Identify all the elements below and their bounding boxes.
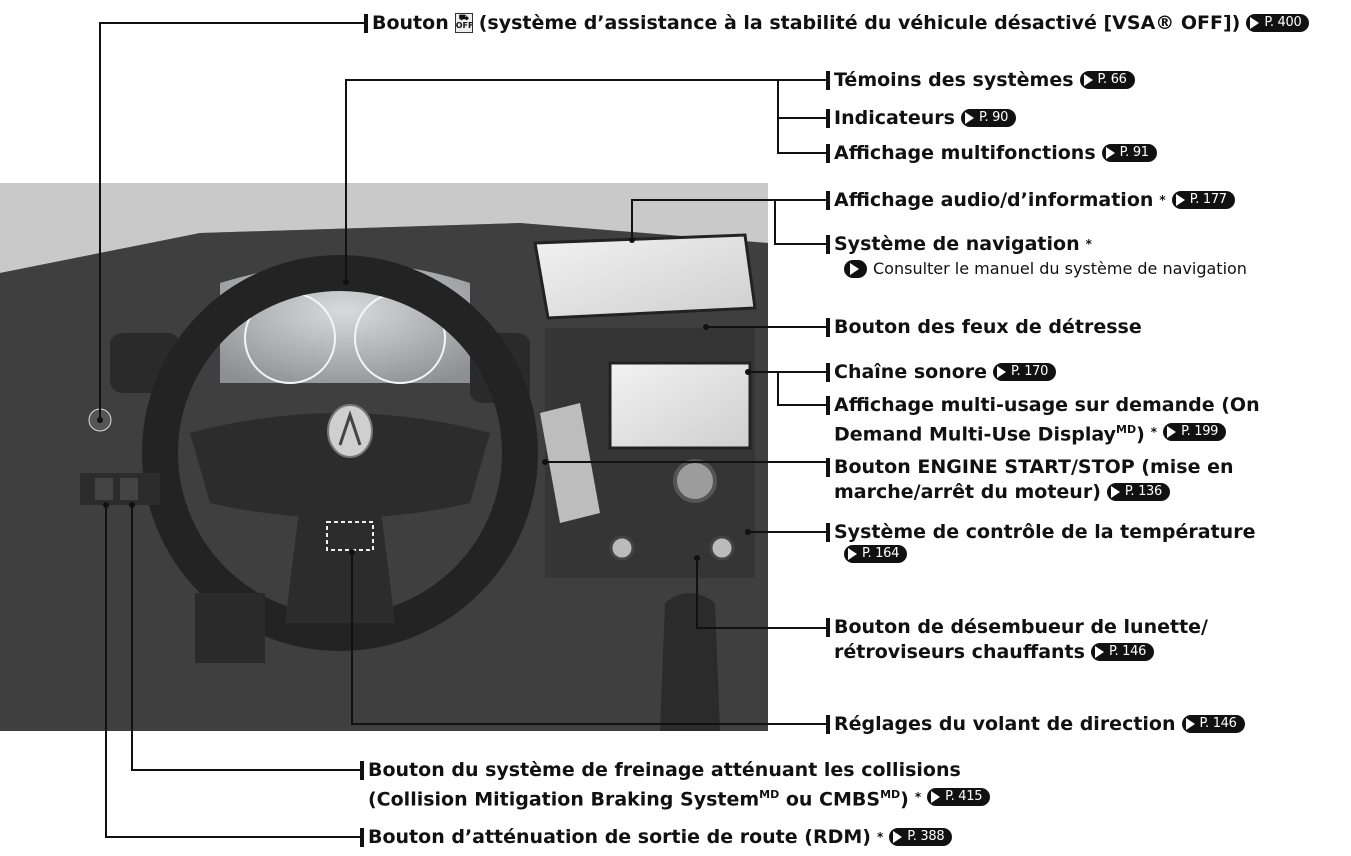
cmbs-line1-text: Bouton du système de freinage atténuant les collisions	[368, 759, 961, 781]
arrow-right-icon	[1250, 17, 1259, 29]
arrow-right-icon	[997, 366, 1006, 378]
vsa-desc: (système d’assistance à la stabilité du véhicule désactivé [VSA® OFF])	[478, 12, 1241, 34]
cmbs-mid: ou CMBS	[779, 788, 881, 811]
page-ref-text: P. 388	[907, 829, 945, 844]
callout-audio-system	[834, 360, 1056, 384]
page-ref-text: P. 91	[1119, 145, 1149, 160]
optional-marker: *	[1085, 237, 1092, 251]
arrow-right-icon	[850, 263, 859, 275]
callout-bar	[826, 144, 830, 163]
page-ref-text: P. 66	[1097, 72, 1127, 87]
leader-defroster	[697, 558, 830, 628]
engine-line2-text: marche/arrêt du moteur)	[834, 481, 1101, 503]
page-ref-system-indicators[interactable]	[1080, 71, 1135, 89]
page-ref-odmd[interactable]	[1163, 423, 1226, 441]
page-ref-gauges[interactable]	[961, 109, 1016, 127]
arrow-right-icon	[1111, 486, 1120, 498]
arrow-right-icon	[893, 831, 902, 843]
page-ref-text: P. 199	[1181, 424, 1219, 440]
audio-info-label: Affichage audio/d’information	[834, 189, 1154, 211]
callout-odmd	[834, 393, 1260, 446]
page-ref-steering[interactable]	[1182, 715, 1245, 733]
defroster-line2-text: rétroviseurs chauffants	[834, 641, 1085, 663]
callout-steering	[834, 712, 1245, 736]
defroster-line2	[834, 640, 1154, 664]
optional-marker: *	[1159, 193, 1166, 207]
page-ref-text: P. 90	[978, 110, 1009, 125]
leader-cluster	[346, 80, 830, 282]
defroster-line1	[834, 615, 1208, 639]
optional-marker: *	[1150, 425, 1158, 440]
cmbs-sup2: MD	[880, 788, 901, 801]
leader-vsa	[100, 23, 368, 420]
engine-line1-text: Bouton ENGINE START/STOP (mise en	[834, 456, 1234, 478]
optional-marker: *	[876, 830, 884, 844]
callout-audio-info	[834, 188, 1235, 212]
callout-bar	[826, 363, 830, 382]
rdm-label: Bouton d’atténuation de sortie de route (RDM)	[368, 826, 871, 848]
callout-bar	[826, 71, 830, 90]
odmd-name: Demand Multi-Use Display	[834, 423, 1117, 446]
page-ref-cmbs[interactable]	[927, 788, 990, 806]
page-ref-engine[interactable]	[1107, 483, 1170, 501]
hazard-label: Bouton des feux de détresse	[834, 316, 1142, 338]
callout-bar	[826, 523, 830, 542]
audio-system-label: Chaîne sonore	[834, 361, 988, 383]
vsa-label: Bouton	[372, 12, 449, 34]
callout-cmbs	[368, 758, 990, 811]
gauges-label: Indicateurs	[834, 107, 955, 129]
navigation-label: Système de navigation	[834, 233, 1080, 255]
page-ref-rdm[interactable]	[889, 828, 952, 846]
cmbs-line2	[368, 783, 990, 811]
arrow-right-icon	[1176, 194, 1185, 206]
climate-line1	[834, 520, 1255, 544]
callout-bar	[360, 761, 364, 780]
callout-bar	[826, 191, 830, 210]
arrow-right-icon	[1106, 147, 1115, 159]
callout-bar	[360, 828, 364, 847]
climate-line2	[844, 545, 907, 563]
callout-gauges	[834, 106, 1016, 130]
page-ref-text: P. 146	[1108, 644, 1147, 659]
engine-line1	[834, 455, 1233, 479]
climate-line1-text: Système de contrôle de la température	[834, 521, 1256, 543]
page-ref-text: P. 136	[1124, 484, 1162, 499]
callout-bar	[826, 235, 830, 254]
page-ref-navigation[interactable]	[844, 260, 867, 278]
cmbs-line1	[368, 758, 961, 782]
callout-rdm	[368, 825, 952, 849]
callout-multi-info	[834, 141, 1157, 165]
leader-audio-odmd	[748, 372, 830, 405]
callout-bar	[826, 396, 830, 415]
system-indicators-label: Témoins des systèmes	[834, 69, 1074, 91]
callout-system-indicators	[834, 68, 1135, 92]
page-ref-climate[interactable]	[844, 545, 907, 563]
odmd-line2	[834, 418, 1226, 446]
callout-bar	[826, 618, 830, 637]
page-ref-text: P. 146	[1199, 716, 1237, 731]
navigation-row	[834, 232, 1092, 256]
callout-bar	[826, 458, 830, 477]
callout-bar	[826, 715, 830, 734]
vsa-off-icon: ⛟ OFF	[455, 13, 473, 33]
page-ref-multi-info[interactable]	[1102, 144, 1157, 162]
callout-bar	[826, 318, 830, 337]
steering-label: Réglages du volant de direction	[834, 713, 1176, 735]
navigation-sub-text: Consulter le manuel du système de navigation	[873, 259, 1247, 278]
page-ref-text: P. 415	[945, 789, 983, 805]
odmd-sup: MD	[1116, 423, 1137, 436]
callout-engine	[834, 455, 1233, 504]
optional-marker: *	[914, 790, 922, 805]
page-ref-text: P. 177	[1189, 192, 1227, 207]
cmbs-sup1: MD	[759, 788, 780, 801]
multi-info-label: Affichage multifonctions	[834, 142, 1096, 164]
page-ref-vsa[interactable]	[1246, 14, 1309, 32]
callout-defroster	[834, 615, 1208, 664]
callout-bar	[364, 14, 368, 33]
odmd-line2-text	[834, 418, 1145, 446]
arrow-right-icon	[1084, 74, 1093, 86]
engine-line2	[834, 480, 1170, 504]
arrow-right-icon	[931, 791, 940, 803]
odmd-line1	[834, 393, 1260, 417]
arrow-right-icon	[965, 112, 974, 124]
leader-audio-nav	[632, 200, 830, 244]
callout-bar	[826, 109, 830, 128]
cmbs-tail: )	[900, 788, 909, 811]
arrow-right-icon	[1186, 718, 1195, 730]
page-ref-audio-system[interactable]	[993, 363, 1056, 381]
defroster-line1-text: Bouton de désembueur de lunette/	[834, 616, 1208, 638]
callout-climate	[834, 520, 1255, 563]
odmd-tail: )	[1136, 423, 1145, 446]
page-ref-audio-info[interactable]	[1172, 191, 1235, 209]
arrow-right-icon	[848, 548, 857, 560]
page-ref-text: P. 170	[1011, 364, 1049, 379]
arrow-right-icon	[1167, 426, 1176, 438]
callout-vsa	[372, 11, 1309, 35]
odmd-line1-text: Affichage multi-usage sur demande (On	[834, 394, 1260, 416]
navigation-sub	[844, 257, 1247, 281]
page-ref-text: P. 400	[1264, 15, 1302, 30]
cmbs-line2-text	[368, 783, 909, 811]
leader-steering	[352, 552, 830, 724]
callout-hazard	[834, 315, 1142, 339]
cmbs-name: (Collision Mitigation Braking System	[368, 788, 760, 811]
page-ref-text: P. 164	[862, 546, 900, 561]
page-ref-defroster[interactable]	[1091, 643, 1154, 661]
leader-cmbs	[132, 505, 362, 770]
leader-rdm	[106, 505, 362, 837]
arrow-right-icon	[1095, 646, 1104, 658]
callout-navigation	[834, 232, 1247, 281]
